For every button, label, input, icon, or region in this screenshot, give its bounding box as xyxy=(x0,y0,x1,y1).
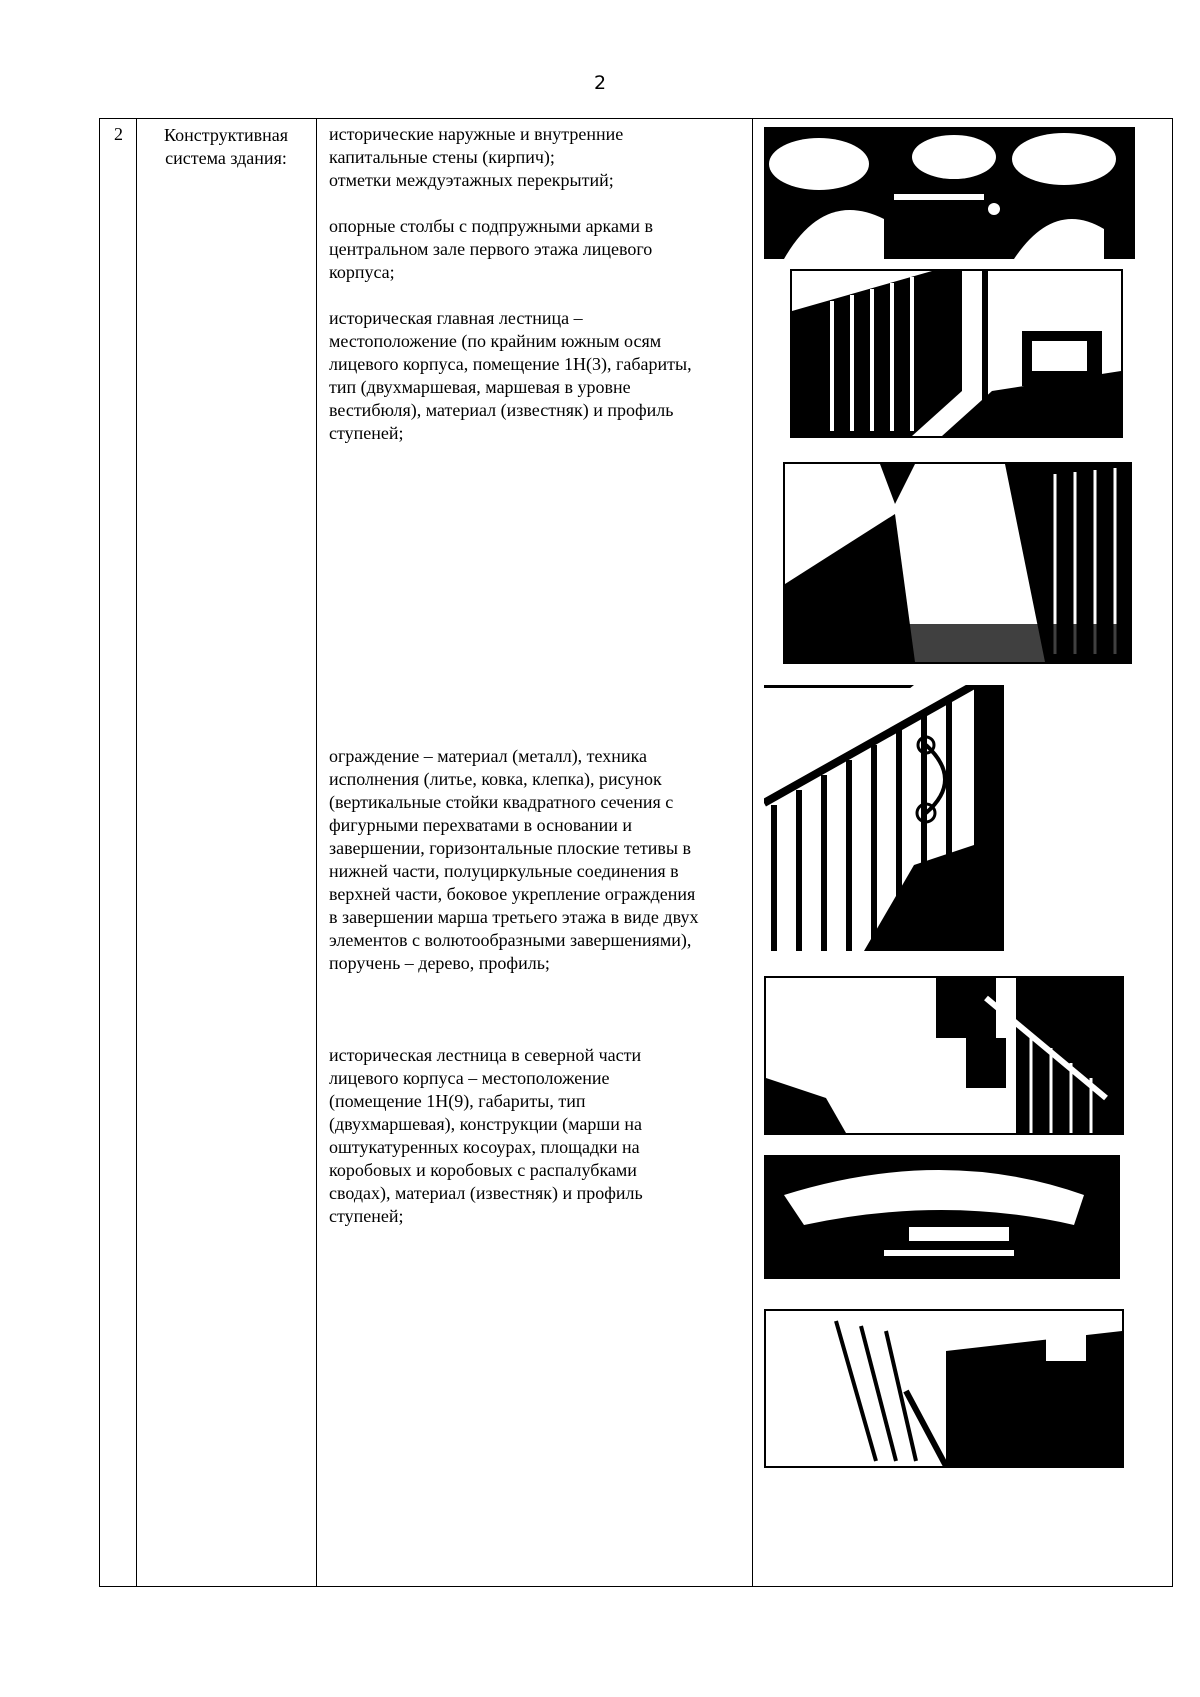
paragraph-walls: исторические наружные и внутренние капитальные стены (кирпич); отметки междуэтажных перекрытий; xyxy=(329,124,624,190)
row-number: 2 xyxy=(114,124,123,144)
photo-vault xyxy=(764,1155,1120,1279)
table xyxy=(99,118,1173,1587)
paragraph-pillars: опорные столбы с подпружными арками в центральном зале первого этажа лицевого корпуса; xyxy=(329,216,654,282)
photo-staircase-steps xyxy=(783,462,1132,664)
row-title: Конструктивная система здания: xyxy=(164,125,288,168)
photo-north-staircase xyxy=(764,976,1124,1135)
photo-north-staircase-flight xyxy=(764,1309,1124,1468)
photo-main-staircase xyxy=(790,269,1123,438)
paragraph-railing: ограждение – материал (металл), техника исполнения (литье, ковка, клепка), рисунок (вертикальные стойки квадратного сечения с фигурными перехватами в основании и завершении, горизонтальные плоские тетивы в нижней части, полуциркульные соединения в верхней части, боковое укрепление ограждения в завершении марша третьего этажа в виде двух элементов с волютообразными завершениями), поручень – дерево, профиль; xyxy=(329,746,699,973)
paragraph-north-staircase: историческая лестница в северной части лицевого корпуса – местоположение (помещение 1Н(9), габариты, тип (двухмаршевая), конструкции (марши на оштукатуренных косоурах, площадки на коробовых и коробовых с распалубками сводах), материал (известняк) и профиль ступеней; xyxy=(329,1045,643,1226)
photo-arches xyxy=(764,119,1135,259)
photo-railing xyxy=(764,685,1004,951)
page-number: 2 xyxy=(593,72,607,94)
column-divider xyxy=(752,119,753,1586)
column-divider xyxy=(316,119,317,1586)
paragraph-main-staircase: историческая главная лестница – местоположение (по крайним южным осям лицевого корпуса, помещение 1Н(3), габариты, тип (двухмаршевая, маршевая в уровне вестибюля), материал (известняк) и профиль ступеней; xyxy=(329,308,692,443)
column-divider xyxy=(136,119,137,1586)
